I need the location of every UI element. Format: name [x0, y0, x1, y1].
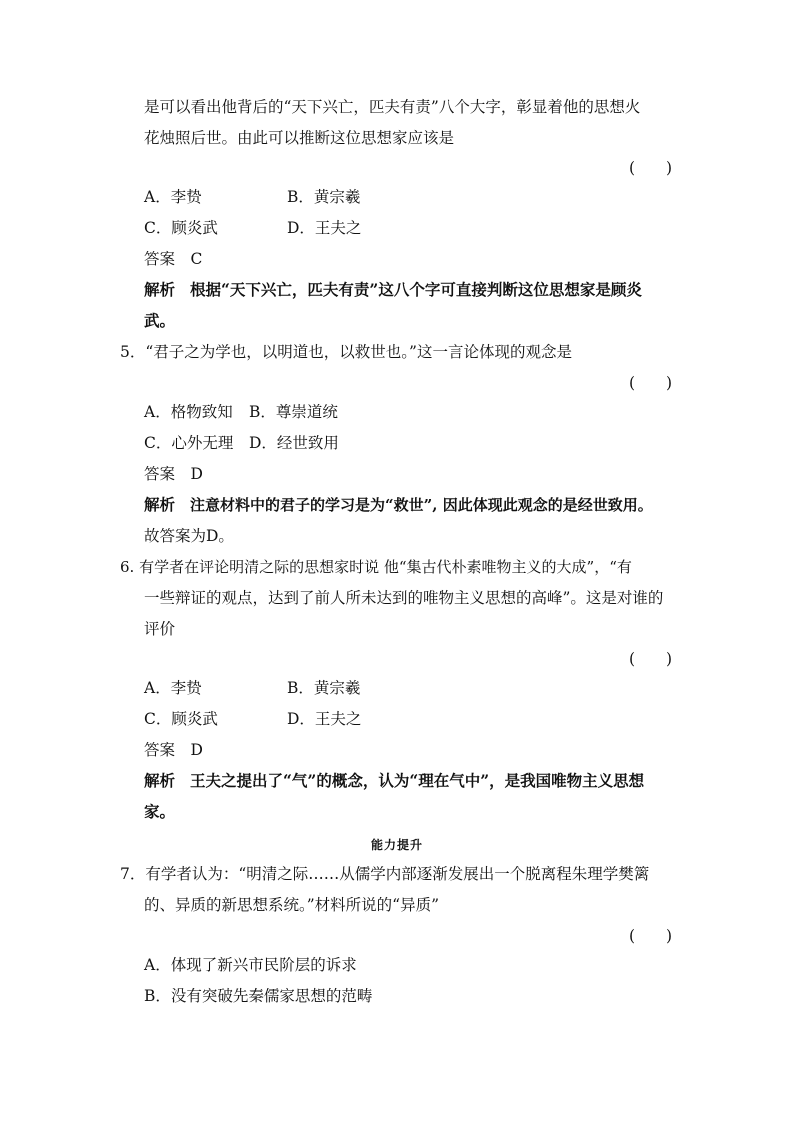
q4-option-a: A．李贽 — [144, 188, 202, 206]
q7-stem-line2: 的、异质的新思想系统。”材料所说的“异质” — [144, 896, 440, 914]
q5-analysis-label: 解析 — [144, 495, 176, 514]
q4-option-d: D．王夫之 — [287, 219, 362, 237]
section-title: 能力提升 — [370, 838, 423, 852]
q7-answer-bracket: ( ) — [629, 927, 673, 945]
q6-answer-bracket: ( ) — [629, 650, 673, 668]
q4-analysis-label: 解析 — [144, 280, 176, 299]
q6-stem-line2: 一些辩证的观点，达到了前人所未达到的唯物主义思想的高峰”。这是对谁的 — [144, 589, 664, 607]
q5-option-c: C．心外无理 — [144, 434, 234, 452]
q7-stem-line1: 7．有学者认为：“明清之际……从儒学内部逐渐发展出一个脱离程朱理学樊篱 — [120, 865, 650, 883]
q5-answer-bracket: ( ) — [629, 374, 673, 392]
q4-analysis-line2: 武。 — [144, 311, 176, 330]
q6-option-b: B．黄宗羲 — [287, 679, 361, 697]
q4-answer-bracket: ( ) — [629, 159, 673, 177]
q5-option-a: A．格物致知 — [144, 403, 233, 421]
q4-answer: 答案 C — [144, 250, 203, 268]
q6-option-a: A．李贽 — [144, 679, 202, 697]
q5-option-d: D．经世致用 — [249, 434, 339, 452]
q6-analysis-line2: 家。 — [144, 802, 176, 821]
q6-stem-line3: 评价 — [144, 620, 176, 638]
q7-option-a: A．体现了新兴市民阶层的诉求 — [144, 956, 357, 974]
q5-analysis-line2: 故答案为D。 — [144, 527, 234, 545]
q6-analysis-label: 解析 — [144, 771, 176, 790]
q6-answer: 答案 D — [144, 741, 203, 759]
q7-option-b: B．没有突破先秦儒家思想的范畴 — [144, 987, 373, 1005]
q6-option-d: D．王夫之 — [287, 710, 362, 728]
q5-option-b: B．尊崇道统 — [249, 403, 338, 421]
q4-analysis-line1: 根据“天下兴亡，匹夫有责”这八个字可直接判断这位思想家是顾炎 — [190, 280, 642, 299]
q4-option-c: C．顾炎武 — [144, 219, 218, 237]
q6-stem-line1: 6. 有学者在评论明清之际的思想家时说 他“集古代朴素唯物主义的大成”，“有 — [120, 558, 632, 576]
q5-answer: 答案 D — [144, 465, 203, 483]
q4-option-b: B．黄宗羲 — [287, 188, 361, 206]
q4-stem-line2: 花烛照后世。由此可以推断这位思想家应该是 — [144, 129, 455, 147]
q5-stem: 5．“君子之为学也，以明道也，以救世也。”这一言论体现的观念是 — [120, 343, 572, 361]
q4-stem-line1: 是可以看出他背后的“天下兴亡，匹夫有责”八个大字，彰显着他的思想火 — [144, 98, 641, 116]
q5-analysis-line1: 注意材料中的君子的学习是为“救世”, 因此体现此观念的是经世致用。 — [190, 496, 653, 514]
q6-analysis-line1: 王夫之提出了“气”的概念，认为“理在气中”，是我国唯物主义思想 — [190, 771, 645, 790]
q6-option-c: C．顾炎武 — [144, 710, 218, 728]
